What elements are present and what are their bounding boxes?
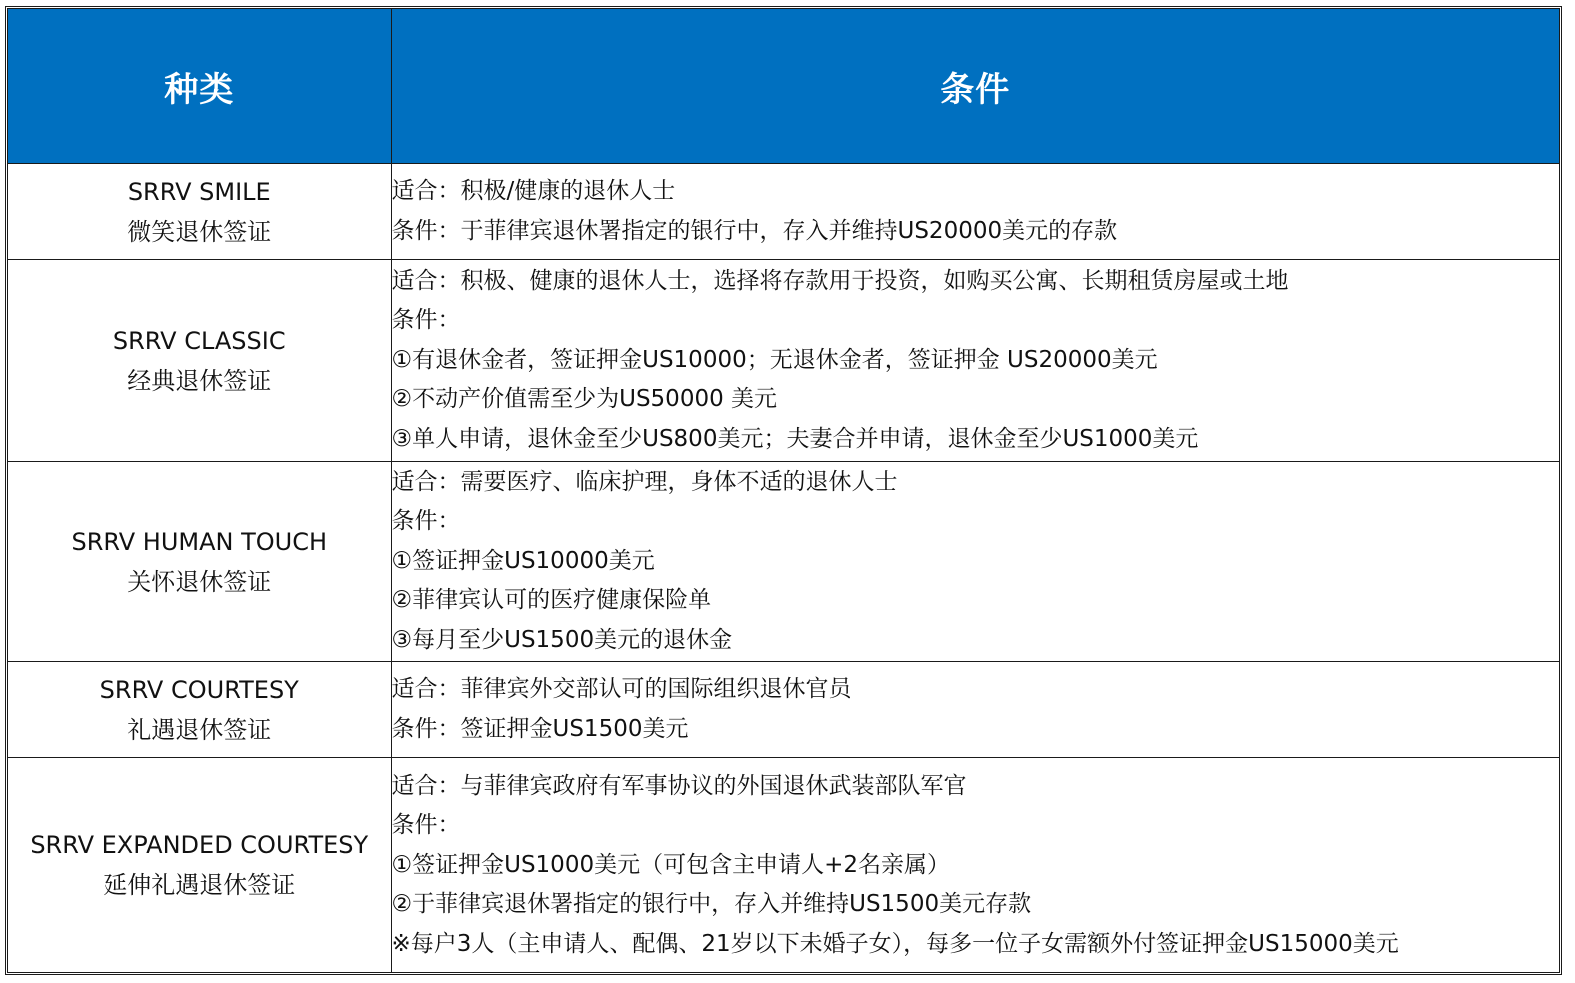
condition-line: ③单人申请，退休金至少US800美元；夫妻合并申请，退休金至少US1000美元 [391,425,1199,452]
visa-name-en: SRRV HUMAN TOUCH [71,527,328,556]
header-kind: 种类 [8,9,391,164]
visa-name-en: SRRV CLASSIC [112,326,286,355]
condition-line: 适合：菲律宾外交部认可的国际组织退休官员 [391,676,852,702]
visa-conditions-cell [391,462,1559,662]
condition-line: ①签证押金US10000美元 [391,547,655,574]
visa-name-en: SRRV EXPANDED COURTESY [30,831,369,860]
visa-name-en: SRRV COURTESY [99,675,299,704]
header-row [8,9,1559,164]
condition-line: 适合：积极、健康的退休人士，选择将存款用于投资，如购买公寓、长期租赁房屋或土地 [391,267,1289,294]
visa-kind-cell [8,462,391,662]
condition-line: ※每户3人（主申请人、配偶、21岁以下未婚子女），每多一位子女需额外付签证押金US15000美元 [391,930,1399,957]
condition-line: ①有退休金者，签证押金US10000；无退休金者，签证押金 US20000美元 [391,346,1158,373]
condition-line: 条件： [391,307,461,334]
table-row-human-touch [8,462,1559,662]
condition-line: ②于菲律宾退休署指定的银行中，存入并维持US1500美元存款 [391,891,1032,917]
condition-line: ②菲律宾认可的医疗健康保险单 [391,587,712,614]
condition-line: ②不动产价值需至少为US50000 美元 [391,386,778,413]
visa-conditions-cell [391,662,1559,758]
visa-name-en: SRRV SMILE [127,177,271,206]
condition-line: 适合：需要医疗、临床护理，身体不适的退休人士 [391,468,898,495]
condition-line: 适合：与菲律宾政府有军事协议的外国退休武装部队军官 [391,772,967,799]
visa-conditions-cell [391,164,1559,260]
visa-name-zh: 微笑退休签证 [127,217,272,246]
condition-line: 条件： [391,508,461,535]
table-row-smile [8,164,1559,260]
condition-line: ①签证押金US1000美元（可包含主申请人+2名亲属） [391,851,950,878]
table-row-courtesy [8,662,1559,758]
visa-name-zh: 延伸礼遇退休签证 [103,871,296,900]
visa-kind-cell [8,260,391,462]
visa-name-zh: 关怀退休签证 [127,567,272,596]
visa-name-zh: 礼遇退休签证 [127,715,272,744]
header-conditions: 条件 [391,9,1559,164]
condition-line: 条件：签证押金US1500美元 [391,715,689,742]
srrv-visa-table [8,9,1559,973]
condition-line: 条件：于菲律宾退休署指定的银行中，存入并维持US20000美元的存款 [391,217,1118,244]
condition-line: 条件： [391,812,461,838]
table-row-expanded-courtesy [8,758,1559,973]
srrv-table-frame [5,6,1562,975]
condition-line: 适合：积极/健康的退休人士 [391,178,676,204]
table-row-classic [8,260,1559,462]
condition-line: ③每月至少US1500美元的退休金 [391,626,733,653]
visa-name-zh: 经典退休签证 [127,366,272,395]
visa-kind-cell [8,758,391,973]
visa-kind-cell [8,662,391,758]
visa-conditions-cell [391,758,1559,973]
visa-kind-cell [8,164,391,260]
visa-conditions-cell [391,260,1559,462]
